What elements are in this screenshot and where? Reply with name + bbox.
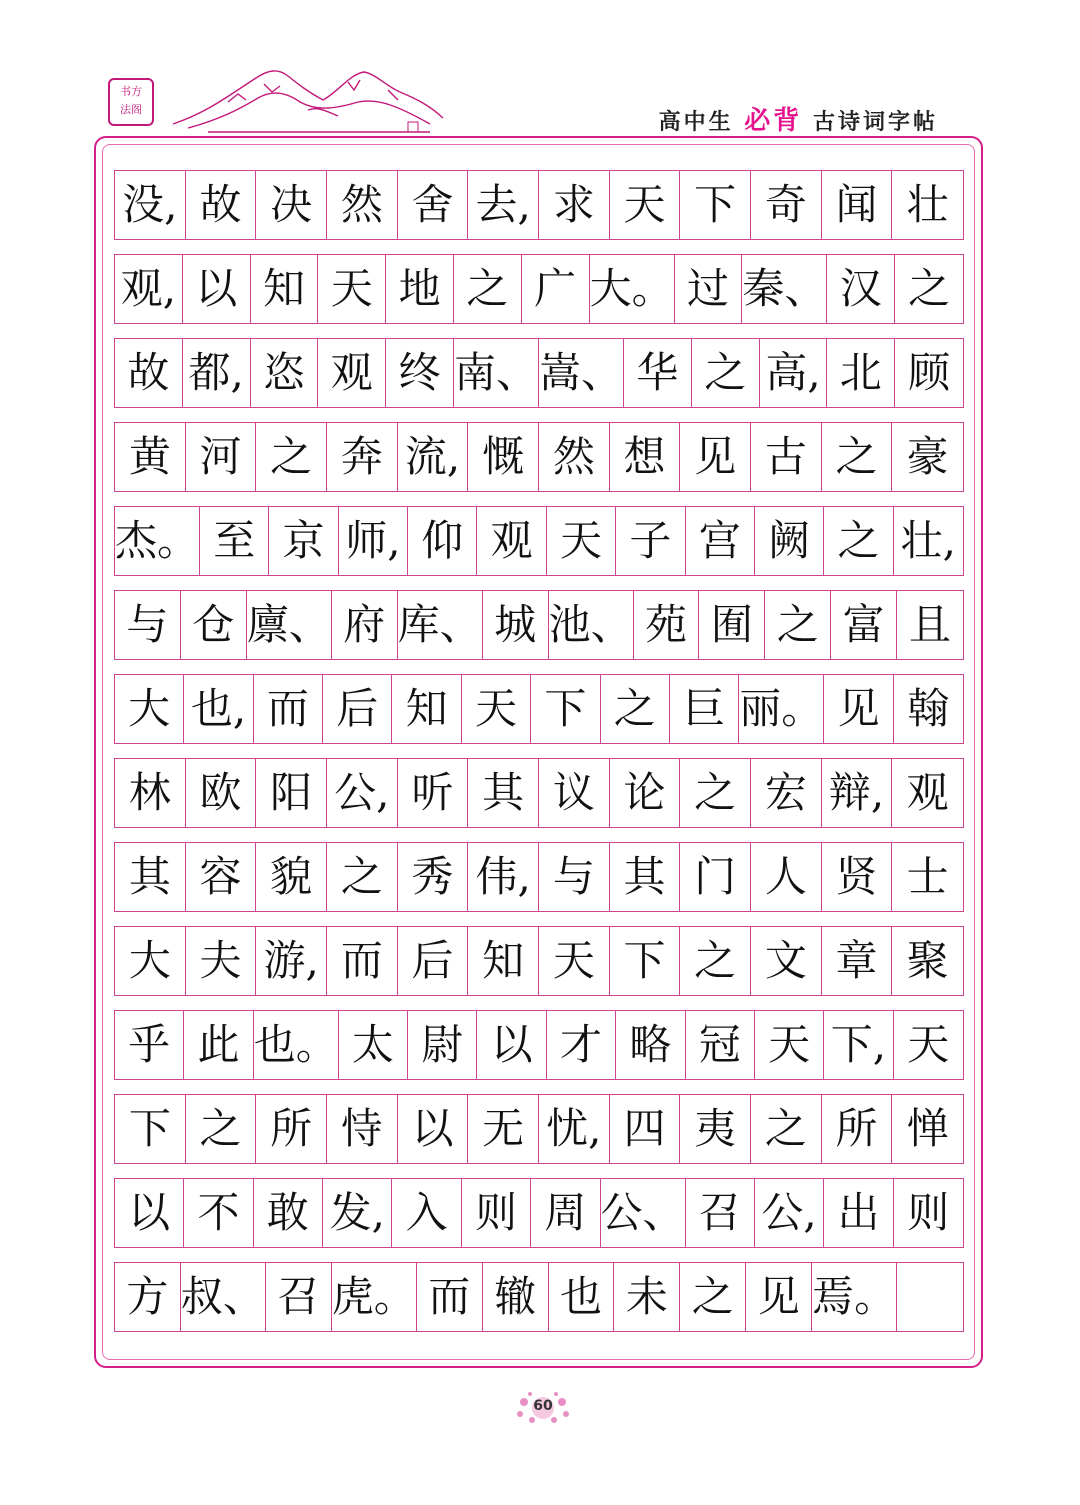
character-cell: 观, bbox=[115, 255, 183, 323]
character-cell: 流, bbox=[398, 423, 469, 491]
grid-row bbox=[114, 1178, 964, 1248]
title-prefix: 高中生 bbox=[658, 110, 734, 135]
character-cell: 冠 bbox=[686, 1011, 755, 1079]
character-cell: 天 bbox=[755, 1011, 824, 1079]
character-cell: 地 bbox=[386, 255, 454, 323]
character-cell: 宏 bbox=[751, 759, 822, 827]
character-cell: 门 bbox=[680, 843, 751, 911]
character-cell: 奇 bbox=[751, 171, 822, 239]
character-cell: 奔 bbox=[327, 423, 398, 491]
character-cell: 囿 bbox=[699, 591, 765, 659]
character-cell: 后 bbox=[323, 675, 392, 743]
character-cell: 也。 bbox=[254, 1011, 339, 1079]
character-cell: 之 bbox=[601, 675, 670, 743]
character-cell: 终 bbox=[386, 339, 454, 407]
character-cell: 之 bbox=[680, 1263, 746, 1331]
character-cell: 之 bbox=[327, 843, 398, 911]
character-cell: 辙 bbox=[483, 1263, 549, 1331]
character-cell: 焉。 bbox=[812, 1263, 897, 1331]
character-cell: 章 bbox=[822, 927, 893, 995]
character-cell: 以 bbox=[115, 1179, 184, 1247]
character-cell: 之 bbox=[680, 927, 751, 995]
character-grid bbox=[114, 170, 964, 1346]
character-cell: 壮 bbox=[906, 180, 949, 229]
character-cell: 与 bbox=[539, 843, 610, 911]
character-cell: 华 bbox=[624, 339, 692, 407]
character-cell: 过 bbox=[675, 255, 743, 323]
character-cell: 知 bbox=[251, 255, 319, 323]
character-cell: 故 bbox=[186, 171, 257, 239]
page-header bbox=[0, 0, 1080, 140]
grid-row bbox=[114, 1262, 964, 1332]
character-cell: 府 bbox=[332, 591, 398, 659]
character-cell: 惮 bbox=[906, 1104, 949, 1153]
character-cell: 宫 bbox=[686, 507, 755, 575]
publisher-seal bbox=[108, 78, 154, 126]
character-cell: 观 bbox=[477, 507, 546, 575]
character-cell: 见 bbox=[746, 1263, 812, 1331]
character-cell: 其 bbox=[468, 759, 539, 827]
character-cell: 然 bbox=[539, 423, 610, 491]
character-cell: 之 bbox=[256, 423, 327, 491]
character-cell: 舍 bbox=[398, 171, 469, 239]
grid-row bbox=[114, 758, 964, 828]
character-cell: 也, bbox=[184, 675, 253, 743]
character-cell: 见 bbox=[680, 423, 751, 491]
character-cell: 没, bbox=[115, 171, 186, 239]
character-cell: 至 bbox=[200, 507, 269, 575]
character-cell: 则 bbox=[907, 1188, 950, 1237]
character-cell: 下 bbox=[610, 927, 681, 995]
character-cell: 论 bbox=[610, 759, 681, 827]
character-cell: 天 bbox=[907, 1020, 950, 1069]
character-cell: 未 bbox=[614, 1263, 680, 1331]
character-cell: 之 bbox=[765, 591, 831, 659]
character-cell: 富 bbox=[831, 591, 897, 659]
character-cell: 文 bbox=[751, 927, 822, 995]
character-cell: 秦、 bbox=[742, 255, 827, 323]
title-highlight: 必背 bbox=[744, 106, 803, 136]
character-cell: 忧, bbox=[539, 1095, 610, 1163]
grid-row bbox=[114, 338, 964, 408]
character-cell: 敢 bbox=[254, 1179, 323, 1247]
grid-row bbox=[114, 1010, 964, 1080]
character-cell: 发, bbox=[323, 1179, 392, 1247]
character-cell: 所 bbox=[256, 1095, 327, 1163]
character-cell: 故 bbox=[115, 339, 183, 407]
grid-row bbox=[114, 842, 964, 912]
character-cell: 夷 bbox=[680, 1095, 751, 1163]
character-cell: 知 bbox=[392, 675, 461, 743]
grid-row bbox=[114, 422, 964, 492]
page-title bbox=[659, 100, 938, 137]
character-cell: 不 bbox=[184, 1179, 253, 1247]
character-cell: 天 bbox=[462, 675, 531, 743]
character-cell: 天 bbox=[539, 927, 610, 995]
character-cell: 叔、 bbox=[181, 1263, 266, 1331]
character-cell: 城 bbox=[483, 591, 549, 659]
character-cell: 广 bbox=[522, 255, 590, 323]
character-cell: 闻 bbox=[822, 171, 893, 239]
character-cell: 贤 bbox=[822, 843, 893, 911]
grid-row bbox=[114, 674, 964, 744]
character-cell: 天 bbox=[610, 171, 681, 239]
character-cell: 北 bbox=[827, 339, 895, 407]
character-cell: 林 bbox=[115, 759, 186, 827]
character-cell: 都, bbox=[183, 339, 251, 407]
character-cell: 观 bbox=[906, 768, 949, 817]
character-cell: 恣 bbox=[251, 339, 319, 407]
character-cell: 求 bbox=[539, 171, 610, 239]
character-cell: 其 bbox=[610, 843, 681, 911]
character-cell: 则 bbox=[462, 1179, 531, 1247]
character-cell: 去, bbox=[468, 171, 539, 239]
seal-text-bottom: 法阁 bbox=[120, 103, 142, 116]
character-cell: 无 bbox=[468, 1095, 539, 1163]
page-number-ornament bbox=[510, 1388, 576, 1428]
character-cell: 黄 bbox=[115, 423, 186, 491]
character-cell: 议 bbox=[539, 759, 610, 827]
character-cell: 大。 bbox=[590, 255, 675, 323]
character-cell: 丽。 bbox=[739, 675, 824, 743]
character-cell: 大 bbox=[115, 927, 186, 995]
character-cell: 之 bbox=[692, 339, 760, 407]
character-cell: 阙 bbox=[755, 507, 824, 575]
character-cell: 所 bbox=[822, 1095, 893, 1163]
character-cell: 人 bbox=[751, 843, 822, 911]
character-cell: 才 bbox=[547, 1011, 616, 1079]
character-cell: 之 bbox=[454, 255, 522, 323]
character-cell: 仓 bbox=[181, 591, 247, 659]
character-cell: 下 bbox=[115, 1095, 186, 1163]
character-cell: 天 bbox=[318, 255, 386, 323]
character-cell: 公, bbox=[327, 759, 398, 827]
character-cell: 大 bbox=[115, 675, 184, 743]
character-cell: 子 bbox=[616, 507, 685, 575]
character-cell: 天 bbox=[547, 507, 616, 575]
character-cell: 容 bbox=[186, 843, 257, 911]
character-cell: 尉 bbox=[408, 1011, 477, 1079]
character-cell: 以 bbox=[398, 1095, 469, 1163]
character-cell: 且 bbox=[909, 600, 952, 649]
character-cell: 其 bbox=[115, 843, 186, 911]
character-cell: 此 bbox=[184, 1011, 253, 1079]
grid-row bbox=[114, 1094, 964, 1164]
character-cell: 高, bbox=[760, 339, 828, 407]
character-cell: 听 bbox=[398, 759, 469, 827]
page-number: 60 bbox=[533, 1398, 553, 1414]
character-cell: 也 bbox=[549, 1263, 615, 1331]
character-cell: 下, bbox=[824, 1011, 893, 1079]
character-cell: 河 bbox=[186, 423, 257, 491]
character-cell: 乎 bbox=[115, 1011, 184, 1079]
title-suffix: 古诗词字帖 bbox=[812, 110, 938, 135]
character-cell: 夫 bbox=[186, 927, 257, 995]
character-cell: 公、 bbox=[601, 1179, 686, 1247]
character-cell: 士 bbox=[906, 852, 949, 901]
seal-text-top: 书方 bbox=[120, 85, 142, 98]
character-cell: 略 bbox=[616, 1011, 685, 1079]
character-cell: 下 bbox=[531, 675, 600, 743]
character-cell: 古 bbox=[751, 423, 822, 491]
character-cell: 壮, bbox=[900, 516, 956, 565]
character-cell: 恃 bbox=[327, 1095, 398, 1163]
character-cell: 下 bbox=[680, 171, 751, 239]
character-cell: 嵩、 bbox=[539, 339, 624, 407]
character-cell: 欧 bbox=[186, 759, 257, 827]
character-cell: 杰。 bbox=[115, 507, 200, 575]
character-cell: 四 bbox=[610, 1095, 681, 1163]
character-cell: 虎。 bbox=[332, 1263, 417, 1331]
character-cell: 召 bbox=[686, 1179, 755, 1247]
character-cell: 辩, bbox=[822, 759, 893, 827]
character-cell: 阳 bbox=[256, 759, 327, 827]
character-cell: 之 bbox=[751, 1095, 822, 1163]
character-cell: 汉 bbox=[827, 255, 895, 323]
character-cell: 廪、 bbox=[247, 591, 332, 659]
character-cell: 京 bbox=[269, 507, 338, 575]
grid-row bbox=[114, 926, 964, 996]
character-cell: 南、 bbox=[454, 339, 539, 407]
character-cell: 公, bbox=[755, 1179, 824, 1247]
character-cell: 顾 bbox=[908, 348, 951, 397]
character-cell: 决 bbox=[256, 171, 327, 239]
character-cell bbox=[897, 1263, 963, 1331]
character-cell: 知 bbox=[468, 927, 539, 995]
character-cell: 想 bbox=[610, 423, 681, 491]
character-cell: 仰 bbox=[408, 507, 477, 575]
character-cell: 之 bbox=[908, 264, 951, 313]
character-cell: 苑 bbox=[634, 591, 700, 659]
character-cell: 方 bbox=[115, 1263, 181, 1331]
character-cell: 后 bbox=[398, 927, 469, 995]
character-cell: 而 bbox=[254, 675, 323, 743]
character-cell: 豪 bbox=[906, 432, 949, 481]
character-cell: 然 bbox=[327, 171, 398, 239]
character-cell: 而 bbox=[327, 927, 398, 995]
grid-row bbox=[114, 254, 964, 324]
character-cell: 周 bbox=[531, 1179, 600, 1247]
character-cell: 观 bbox=[318, 339, 386, 407]
character-cell: 慨 bbox=[468, 423, 539, 491]
character-cell: 而 bbox=[417, 1263, 483, 1331]
character-cell: 见 bbox=[824, 675, 893, 743]
character-cell: 聚 bbox=[906, 936, 949, 985]
character-cell: 出 bbox=[824, 1179, 893, 1247]
character-cell: 与 bbox=[115, 591, 181, 659]
character-cell: 秀 bbox=[398, 843, 469, 911]
character-cell: 翰 bbox=[907, 684, 950, 733]
grid-row bbox=[114, 590, 964, 660]
character-cell: 入 bbox=[392, 1179, 461, 1247]
character-cell: 游, bbox=[256, 927, 327, 995]
grid-row bbox=[114, 170, 964, 240]
character-cell: 之 bbox=[822, 423, 893, 491]
character-cell: 池、 bbox=[549, 591, 634, 659]
character-cell: 之 bbox=[680, 759, 751, 827]
character-cell: 伟, bbox=[468, 843, 539, 911]
character-cell: 以 bbox=[477, 1011, 546, 1079]
mountain-illustration bbox=[168, 62, 448, 134]
character-cell: 以 bbox=[183, 255, 251, 323]
character-cell: 太 bbox=[339, 1011, 408, 1079]
character-cell: 之 bbox=[186, 1095, 257, 1163]
character-cell: 师, bbox=[339, 507, 408, 575]
character-cell: 巨 bbox=[670, 675, 739, 743]
character-cell: 貌 bbox=[256, 843, 327, 911]
character-cell: 库、 bbox=[398, 591, 483, 659]
character-cell: 之 bbox=[824, 507, 893, 575]
grid-row bbox=[114, 506, 964, 576]
character-cell: 召 bbox=[266, 1263, 332, 1331]
